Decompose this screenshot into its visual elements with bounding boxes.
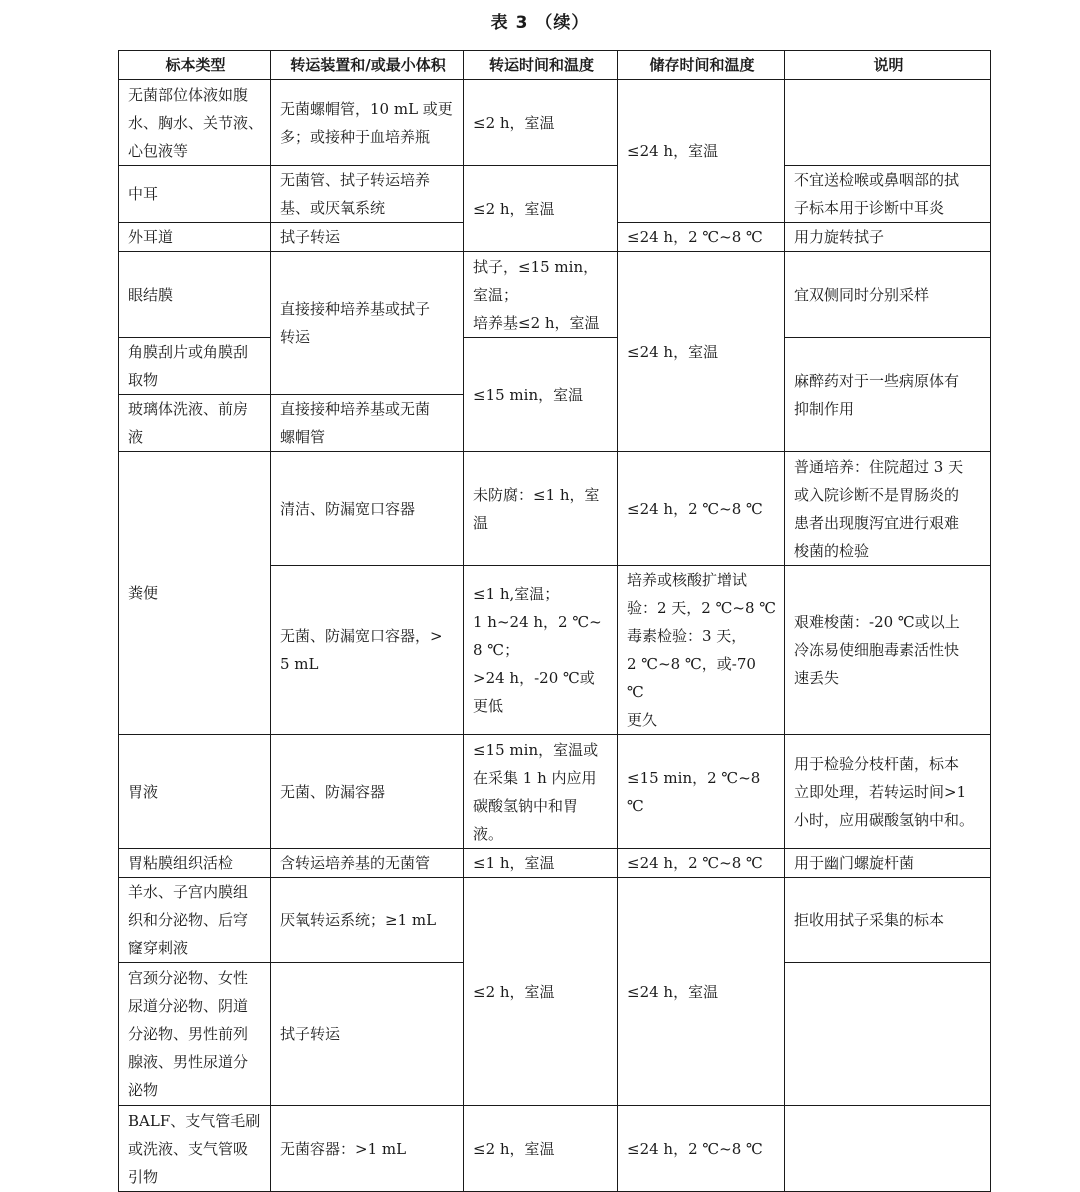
cell-transport-device: 厌氧转运系统；≥1 mL — [271, 878, 464, 963]
cell-transport-time: ≤2 h，室温 — [464, 878, 618, 1106]
cell-storage-time: ≤24 h，2 ℃~8 ℃ — [618, 223, 785, 252]
table-row — [119, 166, 991, 223]
table-row — [119, 735, 991, 849]
cell-specimen-type: 宫颈分泌物、女性 尿道分泌物、阴道 分泌物、男性前列 腺液、男性尿道分 泌物 — [119, 963, 271, 1106]
cell-specimen-type: 羊水、子宫内膜组 织和分泌物、后穹 窿穿刺液 — [119, 878, 271, 963]
cell-transport-time: ≤1 h,室温； 1 h~24 h，2 ℃~ 8 ℃； >24 h，-20 ℃或 更低 — [464, 566, 618, 735]
cell-specimen-type: BALF、支气管毛刷 或洗液、支气管吸 引物 — [119, 1106, 271, 1192]
cell-storage-time: ≤24 h，2 ℃~8 ℃ — [618, 849, 785, 878]
cell-specimen-type: 中耳 — [119, 166, 271, 223]
cell-transport-device: 无菌容器：>1 mL — [271, 1106, 464, 1192]
table-row — [119, 452, 991, 566]
cell-specimen-type: 外耳道 — [119, 223, 271, 252]
cell-notes: 宜双侧同时分别采样 — [785, 252, 991, 338]
cell-notes: 麻醉药对于一些病原体有 抑制作用 — [785, 338, 991, 452]
cell-transport-device: 拭子转运 — [271, 963, 464, 1106]
table-row — [119, 338, 991, 395]
cell-transport-device: 含转运培养基的无菌管 — [271, 849, 464, 878]
header-specimen-type: 标本类型 — [119, 51, 271, 80]
table-row — [119, 849, 991, 878]
header-notes: 说明 — [785, 51, 991, 80]
table-row — [119, 878, 991, 963]
cell-specimen-type: 粪便 — [119, 452, 271, 735]
cell-storage-time: ≤24 h，室温 — [618, 252, 785, 452]
cell-storage-time: 培养或核酸扩增试 验：2 天，2 ℃~8 ℃ 毒素检验：3 天， 2 ℃~8 ℃，或-70 ℃ 更久 — [618, 566, 785, 735]
cell-transport-time: ≤15 min，室温或 在采集 1 h 内应用 碳酸氢钠中和胃 液。 — [464, 735, 618, 849]
table-caption: 表 3 （续） — [490, 13, 590, 33]
cell-storage-time: ≤24 h，2 ℃~8 ℃ — [618, 452, 785, 566]
cell-specimen-type: 眼结膜 — [119, 252, 271, 338]
cell-notes — [785, 1106, 991, 1192]
cell-transport-device: 直接接种培养基或无菌 螺帽管 — [271, 395, 464, 452]
table-row — [119, 252, 991, 338]
cell-transport-device: 清洁、防漏宽口容器 — [271, 452, 464, 566]
table-row — [119, 1106, 991, 1192]
cell-transport-device: 无菌、防漏宽口容器，> 5 mL — [271, 566, 464, 735]
cell-specimen-type: 玻璃体洗液、前房 液 — [119, 395, 271, 452]
cell-transport-time: ≤2 h，室温 — [464, 80, 618, 166]
header-row — [119, 51, 991, 80]
cell-transport-device: 无菌管、拭子转运培养 基、或厌氧系统 — [271, 166, 464, 223]
cell-transport-time: 未防腐：≤1 h，室 温 — [464, 452, 618, 566]
table-row — [119, 80, 991, 166]
cell-specimen-type: 胃粘膜组织活检 — [119, 849, 271, 878]
cell-notes: 艰难梭菌：-20 ℃或以上 冷冻易使细胞毒素活性快 速丢失 — [785, 566, 991, 735]
header-transport-device: 转运装置和/或最小体积 — [271, 51, 464, 80]
cell-transport-time: ≤15 min，室温 — [464, 338, 618, 452]
cell-transport-time: ≤1 h，室温 — [464, 849, 618, 878]
cell-transport-device: 拭子转运 — [271, 223, 464, 252]
cell-specimen-type: 胃液 — [119, 735, 271, 849]
cell-notes: 普通培养：住院超过 3 天 或入院诊断不是胃肠炎的 患者出现腹泻宜进行艰难 梭菌的检验 — [785, 452, 991, 566]
header-transport-time: 转运时间和温度 — [464, 51, 618, 80]
cell-transport-time: ≤2 h，室温 — [464, 166, 618, 252]
cell-notes: 用力旋转拭子 — [785, 223, 991, 252]
cell-notes — [785, 80, 991, 166]
cell-notes: 用于幽门螺旋杆菌 — [785, 849, 991, 878]
cell-transport-time: 拭子，≤15 min， 室温； 培养基≤2 h，室温 — [464, 252, 618, 338]
cell-notes: 不宜送检喉或鼻咽部的拭 子标本用于诊断中耳炎 — [785, 166, 991, 223]
cell-transport-time: ≤2 h，室温 — [464, 1106, 618, 1192]
cell-transport-device: 无菌、防漏容器 — [271, 735, 464, 849]
cell-storage-time: ≤24 h，室温 — [618, 878, 785, 1106]
cell-specimen-type: 无菌部位体液如腹 水、胸水、关节液、 心包液等 — [119, 80, 271, 166]
header-storage-time: 储存时间和温度 — [618, 51, 785, 80]
cell-storage-time: ≤24 h，室温 — [618, 80, 785, 223]
specimen-transport-table — [118, 50, 991, 1192]
cell-notes: 拒收用拭子采集的标本 — [785, 878, 991, 963]
cell-storage-time: ≤24 h，2 ℃~8 ℃ — [618, 1106, 785, 1192]
cell-specimen-type: 角膜刮片或角膜刮 取物 — [119, 338, 271, 395]
cell-transport-device: 无菌螺帽管，10 mL 或更 多；或接种于血培养瓶 — [271, 80, 464, 166]
cell-transport-device: 直接接种培养基或拭子 转运 — [271, 252, 464, 395]
cell-notes — [785, 963, 991, 1106]
cell-notes: 用于检验分枝杆菌，标本 立即处理，若转运时间>1 小时，应用碳酸氢钠中和。 — [785, 735, 991, 849]
cell-storage-time: ≤15 min，2 ℃~8 ℃ — [618, 735, 785, 849]
